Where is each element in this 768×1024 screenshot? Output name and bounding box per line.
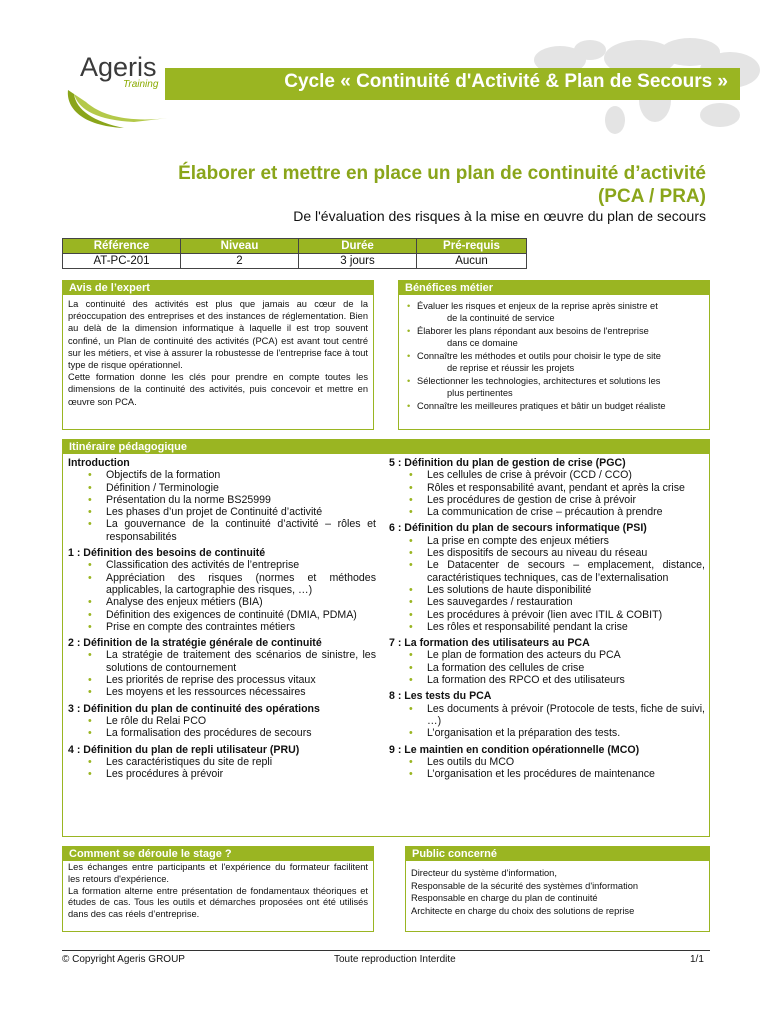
itineraire-list-item <box>68 482 376 494</box>
itineraire-list-item <box>68 518 376 543</box>
itineraire-section-title: 3 : Définition du plan de continuité des opérations <box>68 702 320 715</box>
bullet-icon: • <box>409 702 413 715</box>
bullet-icon: • <box>409 768 413 781</box>
logo-name: Ageris <box>80 52 157 82</box>
itineraire-section-list <box>389 469 705 518</box>
value-reference: AT-PC-201 <box>63 254 181 269</box>
itineraire-section-title: 8 : Les tests du PCA <box>389 690 492 703</box>
reference-table-header <box>63 239 527 254</box>
benefice-item: • Évaluer les risques et enjeux de la reprise après sinistre et de la continuité de service <box>407 301 658 323</box>
benefice-item: • Élaborer les plans répondant aux besoins de l'entreprise dans ce domaine <box>407 326 649 348</box>
benefices-metier-title: Bénéfices métier <box>399 281 709 295</box>
logo-sub: Training <box>123 79 159 90</box>
itineraire-item-text: Le Datacenter de secours – emplacement, distance, caractéristiques techniques, cas de l’externalisation <box>427 559 705 584</box>
avis-expert-box <box>62 280 374 430</box>
bullet-icon: • <box>409 608 413 621</box>
itineraire-item-text: Les procédures à prévoir <box>106 768 224 781</box>
itineraire-item-text: Les priorités de reprise des processus vitaux <box>106 674 316 687</box>
bullet-icon: • <box>409 755 413 768</box>
benefice-item: • Connaître les meilleures pratiques et bâtir un budget réaliste <box>407 401 666 411</box>
itineraire-item-text: Les moyens et les ressources nécessaires <box>106 686 306 699</box>
itineraire-list-item <box>389 662 705 674</box>
deroulement-stage-body <box>63 861 373 924</box>
itineraire-item-text: Les caractéristiques du site de repli <box>106 755 273 768</box>
itineraire-section-list <box>389 535 705 633</box>
itineraire-item-text: La formation des RPCO et des utilisateurs <box>427 674 625 687</box>
bullet-icon: • <box>407 301 411 311</box>
footer-notice: Toute reproduction Interdite <box>334 954 456 965</box>
itineraire-list-item <box>389 649 705 661</box>
itineraire-item-text: La stratégie de traitement des scénarios de sinistre, les solutions de contournement <box>106 649 376 674</box>
itineraire-section-title: 9 : Le maintien en condition opérationnelle (MCO) <box>389 743 640 756</box>
itineraire-item-text: L’organisation et la préparation des tests. <box>427 727 621 740</box>
itineraire-item-text: Les procédures de gestion de crise à prévoir <box>427 493 637 506</box>
itineraire-item-text: Les rôles et responsabilité pendant la crise <box>427 620 628 633</box>
public-concerne-body <box>406 861 709 920</box>
itineraire-list-item <box>389 506 705 518</box>
itineraire-title: Itinéraire pédagogique <box>63 440 709 454</box>
itineraire-list-item <box>389 494 705 506</box>
itineraire-list-item <box>389 559 705 584</box>
stage-paragraph-2: La formation alterne entre présentation de fondamentaux théoriques et études de cas. Tous les outils et démarches proposées ont été utilisés dans des cas réels d’entreprise. <box>68 885 368 920</box>
footer-divider <box>62 950 710 951</box>
stage-paragraph-1: Les échanges entre participants et l'expérience du formateur facilitent les retours d'expérience. <box>68 862 368 884</box>
bullet-icon: • <box>409 493 413 506</box>
bullet-icon: • <box>88 674 92 687</box>
bullet-icon: • <box>409 583 413 596</box>
public-item: Directeur du système d'information, <box>411 868 557 878</box>
value-prerequis: Aucun <box>417 254 527 269</box>
bullet-icon: • <box>88 506 92 519</box>
itineraire-list-item <box>68 506 376 518</box>
avis-expert-title: Avis de l’expert <box>63 281 373 295</box>
itineraire-item-text: Les phases d’un projet de Continuité d’activité <box>106 506 323 519</box>
bullet-icon: • <box>407 376 411 386</box>
benefices-list <box>399 295 709 413</box>
itineraire-list-item <box>68 621 376 633</box>
itineraire-section-list <box>389 703 705 740</box>
public-item: Responsable en charge du plan de continuité <box>411 893 598 904</box>
itineraire-list-item <box>389 756 705 768</box>
bullet-icon: • <box>88 768 92 781</box>
itineraire-section-title: 2 : Définition de la stratégie générale de continuité <box>68 637 322 650</box>
avis-expert-paragraph-2: Cette formation donne les clés pour prendre en compte toutes les dimensions de la continuité des activités, puis concevoir et mettre en œuvre son PCA. <box>68 372 368 407</box>
itineraire-section-list <box>68 649 376 698</box>
value-niveau: 2 <box>181 254 299 269</box>
cycle-banner <box>165 68 740 100</box>
itineraire-item-text: Analyse des enjeux métiers (BIA) <box>106 596 263 609</box>
deroulement-stage-title: Comment se déroule le stage ? <box>63 847 373 861</box>
itineraire-item-text: Le plan de formation des acteurs du PCA <box>427 649 621 662</box>
itineraire-section-list <box>68 715 376 740</box>
itineraire-list-item <box>389 621 705 633</box>
public-concerne-box <box>405 846 710 932</box>
itineraire-list-item <box>68 686 376 698</box>
itineraire-section-list <box>68 756 376 781</box>
bullet-icon: • <box>88 493 92 506</box>
itineraire-list-item <box>68 609 376 621</box>
itineraire-section-title: 4 : Définition du plan de repli utilisateur (PRU) <box>68 743 300 756</box>
benefice-item: • Sélectionner les technologies, architectures et solutions les plus pertinentes <box>407 376 661 398</box>
itineraire-list-item <box>389 547 705 559</box>
bullet-icon: • <box>88 727 92 740</box>
header-duree: Durée <box>299 239 417 254</box>
itineraire-list-item <box>68 715 376 727</box>
bullet-icon: • <box>407 351 411 361</box>
title-line-2: (PCA / PRA) <box>597 186 706 207</box>
bullet-icon: • <box>409 481 413 494</box>
itineraire-section-title: Introduction <box>68 457 130 469</box>
itineraire-list-item <box>389 674 705 686</box>
itineraire-list-item <box>389 768 705 780</box>
itineraire-list-item <box>389 727 705 739</box>
value-duree: 3 jours <box>299 254 417 269</box>
itineraire-section-title: 1 : Définition des besoins de continuité <box>68 547 266 560</box>
header-niveau: Niveau <box>181 239 299 254</box>
bullet-icon: • <box>409 506 413 519</box>
bullet-icon: • <box>409 596 413 609</box>
public-concerne-title: Public concerné <box>406 847 709 861</box>
bullet-icon: • <box>88 469 92 482</box>
document-subtitle: De l'évaluation des risques à la mise en œuvre du plan de secours <box>293 208 706 224</box>
document-title <box>106 162 706 208</box>
itineraire-list-item <box>68 469 376 481</box>
itineraire-list-item <box>389 535 705 547</box>
bullet-icon: • <box>409 534 413 547</box>
bullet-icon: • <box>409 559 413 572</box>
bullet-icon: • <box>88 755 92 768</box>
bullet-icon: • <box>88 620 92 633</box>
itineraire-item-text: La communication de crise – précaution à prendre <box>427 506 663 519</box>
header-prerequis: Pré-requis <box>417 239 527 254</box>
bullet-icon: • <box>409 661 413 674</box>
itineraire-item-text: Définition des exigences de continuité (DMIA, PDMA) <box>106 608 357 621</box>
reference-table-row <box>63 254 527 269</box>
itineraire-list-item <box>68 727 376 739</box>
banner-title: Cycle « Continuité d'Activité & Plan de Secours » <box>284 71 728 92</box>
itineraire-item-text: La formalisation des procédures de secours <box>106 727 312 740</box>
bullet-icon: • <box>409 547 413 560</box>
bullet-icon: • <box>88 596 92 609</box>
bullet-icon: • <box>88 686 92 699</box>
bullet-icon: • <box>88 559 92 572</box>
itineraire-item-text: La formation des cellules de crise <box>427 661 585 674</box>
itineraire-item-text: Les procédures à prévoir (lien avec ITIL & COBIT) <box>427 608 663 621</box>
itineraire-item-text: Les dispositifs de secours au niveau du réseau <box>427 547 648 560</box>
logo-swoosh-icon <box>64 88 174 132</box>
benefice-item: • Connaître les méthodes et outils pour choisir le type de site de reprise et réussir les projets <box>407 351 661 373</box>
itineraire-list-item <box>68 768 376 780</box>
itineraire-list-item <box>389 703 705 728</box>
bullet-icon: • <box>407 326 411 336</box>
bullet-icon: • <box>409 620 413 633</box>
itineraire-item-text: L’organisation et les procédures de maintenance <box>427 768 655 781</box>
header <box>0 0 768 150</box>
itineraire-section-list <box>68 559 376 633</box>
itineraire-item-text: Prise en compte des contraintes métiers <box>106 620 296 633</box>
deroulement-stage-box <box>62 846 374 932</box>
itineraire-item-text: Classification des activités de l’entreprise <box>106 559 300 572</box>
itineraire-right-column <box>389 457 705 780</box>
itineraire-list-item <box>68 674 376 686</box>
bullet-icon: • <box>407 401 411 411</box>
itineraire-item-text: Le rôle du Relai PCO <box>106 714 207 727</box>
itineraire-list-item <box>389 596 705 608</box>
itineraire-list-item <box>389 469 705 481</box>
bullet-icon: • <box>409 649 413 662</box>
itineraire-list-item <box>389 584 705 596</box>
bullet-icon: • <box>409 727 413 740</box>
itineraire-item-text: Définition / Terminologie <box>106 481 219 494</box>
itineraire-item-text: Les cellules de crise à prévoir (CCD / CCO) <box>427 469 632 482</box>
footer-page: 1/1 <box>690 954 704 965</box>
itineraire-item-text: La prise en compte des enjeux métiers <box>427 534 609 547</box>
itineraire-section-list <box>68 469 376 543</box>
bullet-icon: • <box>88 571 92 584</box>
itineraire-item-text: Les outils du MCO <box>427 755 515 768</box>
bullet-icon: • <box>409 674 413 687</box>
itineraire-item-text: Les documents à prévoir (Protocole de tests, fiche de suivi, …) <box>427 702 705 727</box>
itineraire-item-text: Les solutions de haute disponibilité <box>427 583 592 596</box>
bullet-icon: • <box>88 481 92 494</box>
bullet-icon: • <box>88 518 92 531</box>
itineraire-section-title: 5 : Définition du plan de gestion de crise (PGC) <box>389 457 626 469</box>
itineraire-list-item <box>389 609 705 621</box>
itineraire-section-title: 7 : La formation des utilisateurs au PCA <box>389 637 590 650</box>
reference-table <box>62 238 527 269</box>
itineraire-list-item <box>68 649 376 674</box>
itineraire-section-title: 6 : Définition du plan de secours informatique (PSI) <box>389 522 647 535</box>
itineraire-list-item <box>68 596 376 608</box>
itineraire-item-text: La gouvernance de la continuité d’activité – rôles et responsabilités <box>106 518 376 543</box>
footer-copyright: © Copyright Ageris GROUP <box>62 954 185 965</box>
itineraire-item-text: Présentation du la norme BS25999 <box>106 493 271 506</box>
avis-expert-body <box>63 295 373 411</box>
title-line-1: Élaborer et mettre en place un plan de continuité d’activité <box>178 163 706 184</box>
bullet-icon: • <box>88 649 92 662</box>
itineraire-list-item <box>68 559 376 571</box>
public-item: Architecte en charge du choix des solutions de reprise <box>411 905 635 916</box>
itineraire-list-item <box>389 482 705 494</box>
itineraire-section-list <box>389 649 705 686</box>
itineraire-left-column <box>68 457 376 780</box>
itineraire-list-item <box>68 756 376 768</box>
bullet-icon: • <box>88 608 92 621</box>
ageris-logo <box>64 52 174 132</box>
itineraire-item-text: Rôles et responsabilité avant, pendant et après la crise <box>427 481 685 494</box>
itineraire-item-text: Appréciation des risques (normes et méthodes applicables, la cartographie des risques, …) <box>106 571 376 596</box>
itineraire-list-item <box>68 572 376 597</box>
bullet-icon: • <box>409 469 413 482</box>
bullet-icon: • <box>88 714 92 727</box>
public-item: Responsable de la sécurité des systèmes d'information <box>411 880 639 891</box>
benefices-metier-box <box>398 280 710 430</box>
itineraire-item-text: Objectifs de la formation <box>106 469 221 482</box>
itineraire-list-item <box>68 494 376 506</box>
header-reference: Référence <box>63 239 181 254</box>
avis-expert-paragraph-1: La continuité des activités est plus que jamais au cœur de la préoccupation des entreprises et des instances de réglementation. Bien au delà de la dimension informatique à laquelle il est trop souvent confiné, un Plan de continuité des activités (PCA) est avant tout centré sur les métiers, et vise à assurer la robustesse de l'entreprise face à tout type de risque opérationnel. <box>68 299 368 371</box>
itineraire-section-list <box>389 756 705 781</box>
itineraire-item-text: Les sauvegardes / restauration <box>427 596 573 609</box>
